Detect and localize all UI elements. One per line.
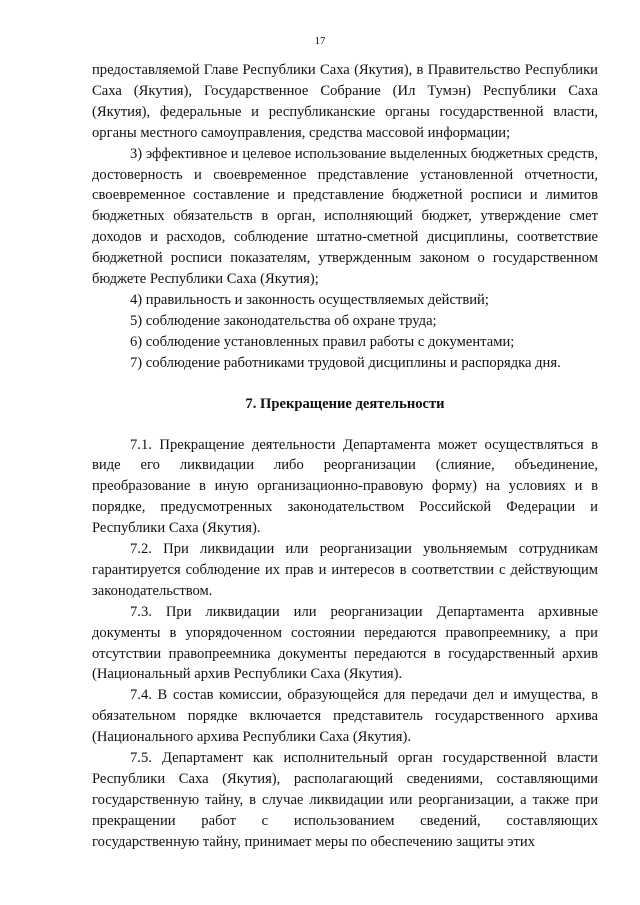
paragraph-7-3: 7.3. При ликвидации или реорганизации Департамента архивные документы в упорядоченном состоянии передаются правопреемнику, а при отсутствии правопреемника документы передаются в государственный архив (Национальный архив Республики Саха (Якутия). <box>92 603 598 683</box>
list-item-3: 3) эффективное и целевое использование выделенных бюджетных средств, достоверность и своевременное представление установленной отчетности, своевременное составление и представление бюджетной росписи и лимитов бюджетных обязательств в орган, исполняющий бюджет, утверждение смет доходов и расходов, соблюдение штатно-сметной дисциплины, соответствие бюджетной росписи показателям, утвержденным законом о государственном бюджете Республики Саха (Якутия); <box>92 145 598 288</box>
section-heading: 7. Прекращение деятельности <box>245 395 445 412</box>
paragraph-7-4: 7.4. В состав комиссии, образующейся для передачи дел и имущества, в обязательном порядке включается представитель государственного архива (Национального архива Республики Саха (Якутия). <box>92 687 598 746</box>
paragraph-7-5: 7.5. Департамент как исполнительный орган государственной власти Республики Саха (Якутия), располагающий сведениями, составляющими государственную тайну, в случае ликвидации или реорганизации, а также при прекращении работ с использованием сведений, составляющих государственную тайну, принимает меры по обеспечению защиты этих <box>92 750 598 850</box>
document-body <box>92 60 598 853</box>
paragraph-7-1: 7.1. Прекращение деятельности Департамента может осуществляться в виде его ликвидации либо реорганизации (слияние, объединение, преобразование в иную организационно-правовую форму) на условиях и в порядке, предусмотренных законодательством Российской Федерации и Республики Саха (Якутия). <box>92 436 598 537</box>
list-item-4: 4) правильность и законность осуществляемых действий; <box>130 291 489 308</box>
list-item-5: 5) соблюдение законодательства об охране труда; <box>130 312 437 329</box>
list-item-7: 7) соблюдение работниками трудовой дисциплины и распорядка дня. <box>130 354 561 371</box>
page-number: 17 <box>314 35 326 47</box>
paragraph-7-2: 7.2. При ликвидации или реорганизации увольняемым сотрудникам гарантируется соблюдение их прав и интересов в соответствии с действующим законодательством. <box>92 541 598 599</box>
continuation-paragraph: предоставляемой Главе Республики Саха (Якутия), в Правительство Республики Саха (Якутия), Государственное Собрание (Ил Тумэн) Республики Саха (Якутия), федеральные и республиканские органы государственной власти, органы местного самоуправления, средства массовой информации; <box>92 62 598 141</box>
list-item-6: 6) соблюдение установленных правил работы с документами; <box>130 333 515 350</box>
